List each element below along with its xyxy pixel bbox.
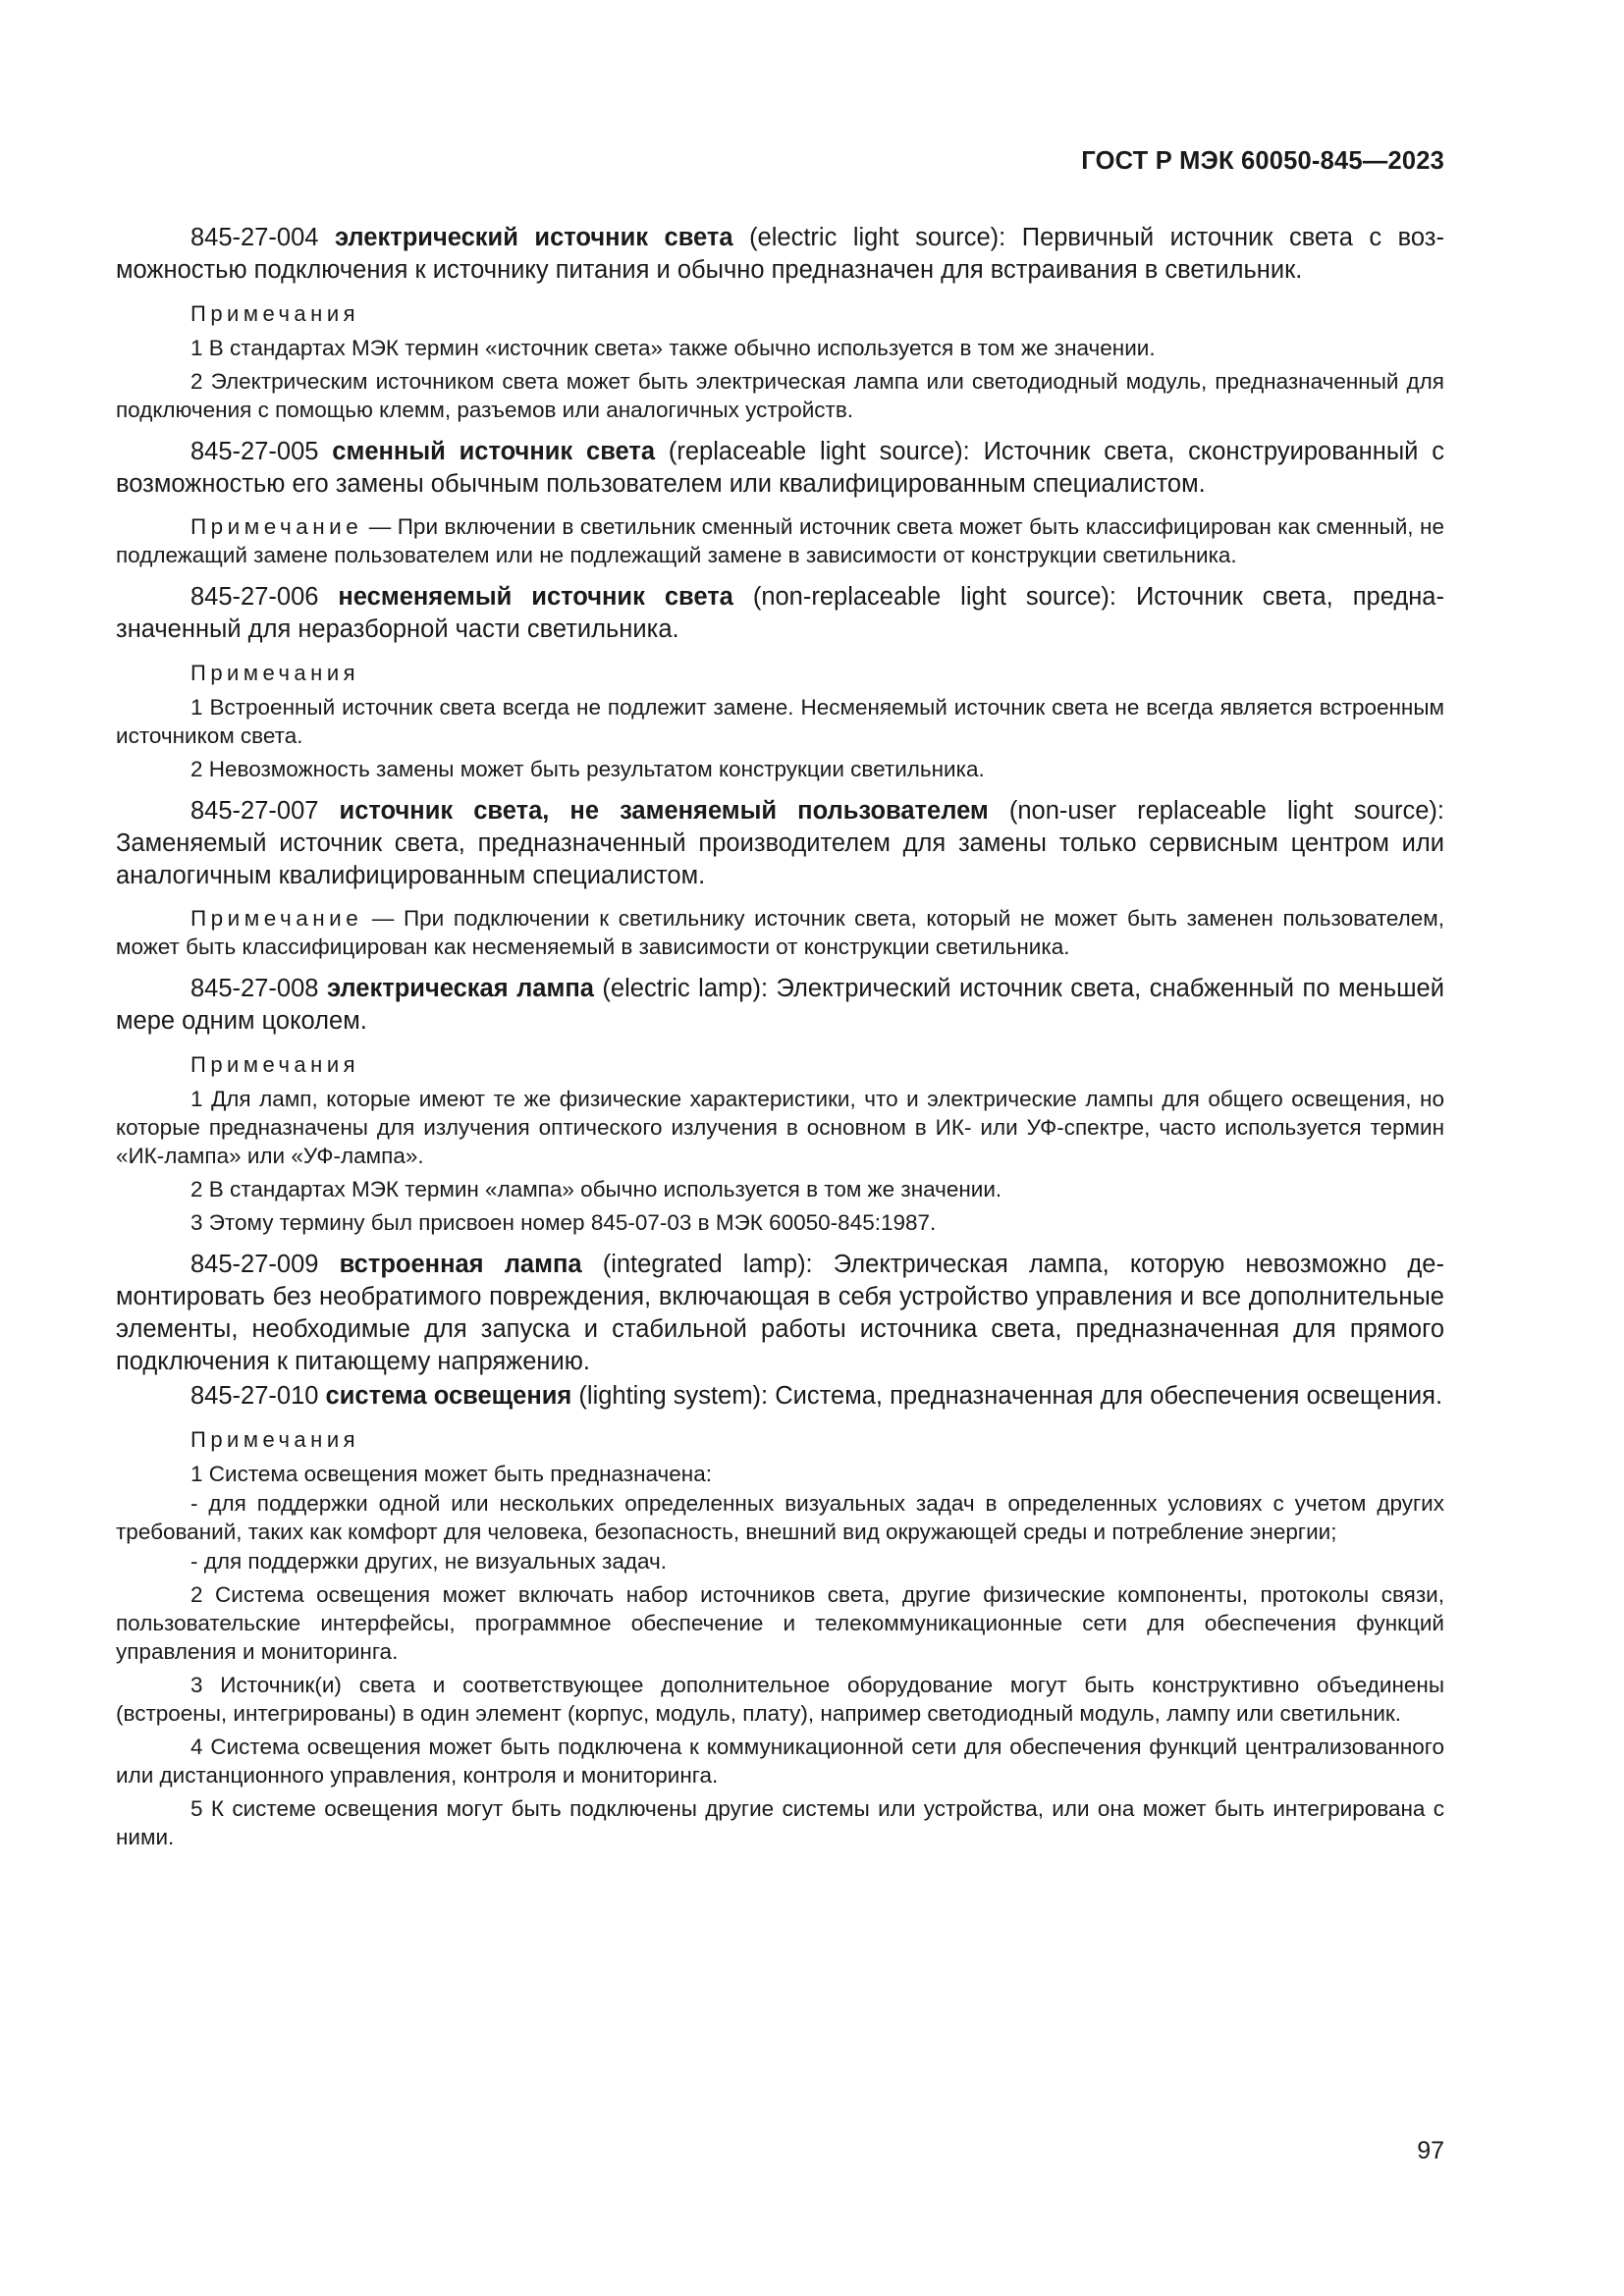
note: 5 К системе освещения могут быть подключены другие системы или устройства, или она может быть интегрирована с ними. [116,1796,1444,1849]
document-page [116,0,1444,2296]
term-code: 845-27-008 [190,975,319,1002]
term-code: 845-27-007 [190,797,319,825]
term-code: 845-27-009 [190,1251,319,1278]
term-entry [116,973,1444,1038]
standard-header: ГОСТ Р МЭК 60050-845—2023 [1081,147,1444,175]
term-definition: (non-replaceable light source): Источник света, предназначенный для неразборной части светильника. [116,583,1444,643]
term-title: источник света, не заменяемый пользователем [339,797,989,825]
term-entry [116,436,1444,501]
note: 4 Система освещения может быть подключена к коммуникационной сети для обеспечения функций централизованного или дистанционного управления, контроля и мониторинга. [116,1735,1444,1788]
term-title: электрическая лампа [326,975,594,1002]
term-code: 845-27-006 [190,583,319,611]
term-entry [116,1380,1444,1413]
note [116,904,1444,961]
note-label: Примечание [190,906,363,931]
note: 2 Невозможность замены может быть результатом конструкции светильника. [190,757,985,781]
term-code: 845-27-010 [190,1382,319,1410]
note-list-item: - для поддержки других, не визуальных задач. [190,1549,667,1574]
page-number: 97 [1417,2137,1444,2164]
term-code: 845-27-004 [190,224,319,251]
term-title: система освещения [325,1382,572,1410]
term-title: сменный источник света [332,438,656,465]
term-title: электрический источник света [334,224,733,251]
term-definition: (electric lamp): Электрический источник света, снабженный по меньшей мере одним цоколем. [116,975,1444,1035]
note: 1 Для ламп, которые имеют те же физические характеристики, что и электрические лампы для общего освещения, но которые предназначены для излучения оптического излучения в основном в ИК- или УФ-спектре, часто используется термин «ИК-лампа» или «УФ-лампа». [116,1087,1444,1168]
term-title: несменяемый источник света [338,583,733,611]
term-entry [116,795,1444,892]
note-label: Примечание [190,514,363,539]
note-text: — При подключении к светильнику источник света, который не может быть заменен пользователем, может быть классифицирован как несменяемый в зависимости от конструкции светильника. [116,906,1444,959]
note: 1 В стандартах МЭК термин «источник света» также обычно используется в том же значении. [190,336,1156,360]
notes-heading: Примечания [190,301,360,326]
note: 2 Система освещения может включать набор источников света, другие физические компоненты, протоколы связи, пользовательские интерфейсы, программное обеспечение и телекоммуникационные сети для обеспечения функций управления и мониторинга. [116,1582,1444,1664]
note [116,512,1444,569]
term-code: 845-27-005 [190,438,319,465]
term-definition: (electric light source): Первичный источник света с возможностью подключения к источнику питания и обычно предназначен для встраивания в светильник. [116,224,1444,284]
note-text: — При включении в светильник сменный источник света может быть классифицирован как сменный, не подлежащий замене пользователем или не подлежащий замене в зависимости от конструкции светильника. [116,514,1444,567]
term-definition: (lighting system): Система, предназначенная для обеспечения освещения. [571,1382,1443,1410]
notes-heading: Примечания [190,1052,360,1077]
term-definition: (non-user replaceable light source): Заменяемый источник света, предназначенный производителем для замены только сервисным центром или аналогичным квалифицированным специалистом. [116,797,1444,889]
document-body [116,222,1444,1851]
term-definition: (integrated lamp): Электрическая лампа, которую невозможно демонтировать без необратимого повреждения, включающая в себя устройство управления и все дополнительные элементы, необходимые для запуска и стабильной работы источника света, предназначенная для прямого подключения к питающему напряжению. [116,1251,1444,1375]
term-definition: (replaceable light source): Источник света, сконструированный с возможностью его замены обычным пользователем или квалифицированным специалистом. [116,438,1444,498]
note: 2 В стандартах МЭК термин «лампа» обычно используется в том же значении. [190,1177,1002,1201]
note: 3 Этому термину был присвоен номер 845-07-03 в МЭК 60050-845:1987. [190,1210,937,1235]
term-entry [116,1249,1444,1378]
note: 1 Встроенный источник света всегда не подлежит замене. Несменяемый источник света не всегда является встроенным источником света. [116,695,1444,748]
note: 3 Источник(и) света и соответствующее дополнительное оборудование могут быть конструктивно объединены (встроены, интегрированы) в один элемент (корпус, модуль, плату), например светодиодный модуль, лампу или светильник. [116,1673,1444,1726]
note: 1 Система освещения может быть предназначена: [190,1462,712,1486]
notes-heading: Примечания [190,661,360,685]
term-entry [116,222,1444,287]
note: 2 Электрическим источником света может быть электрическая лампа или светодиодный модуль, предназначенный для подключения с помощью клемм, разъемов или аналогичных устройств. [116,369,1444,422]
notes-heading: Примечания [190,1427,360,1452]
note-list-item: - для поддержки одной или нескольких определенных визуальных задач в определенных условиях с учетом других требований, таких как комфорт для человека, безопасность, внешний вид окружающей среды и потребление энергии; [116,1491,1444,1544]
term-entry [116,581,1444,646]
term-title: встроенная лампа [339,1251,582,1278]
